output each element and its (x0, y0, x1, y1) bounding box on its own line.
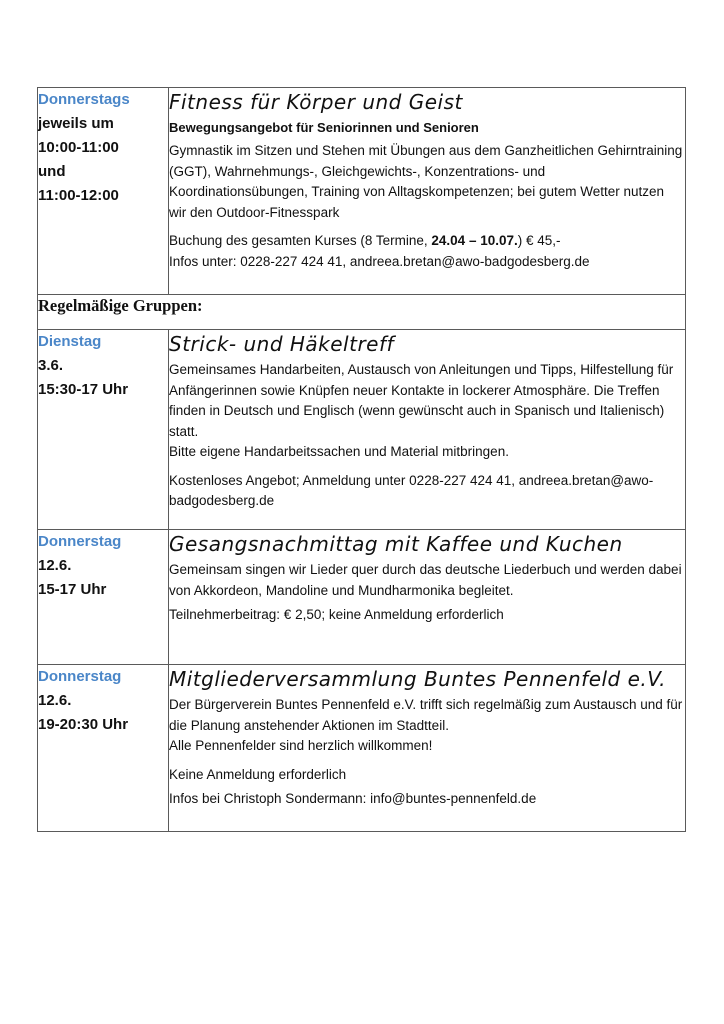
event-title: Fitness für Körper und Geist (169, 90, 463, 114)
event-date: 12.6. (38, 557, 72, 574)
event-info: Infos unter: 0228-227 424 41, andreea.bretan@awo-badgodesberg.de (169, 253, 590, 269)
event-contact: Infos bei Christoph Sondermann: info@buntes-pennenfeld.de (169, 791, 537, 806)
table-row (38, 530, 686, 665)
event-description: Der Bürgerverein Buntes Pennenfeld e.V. trifft sich regelmäßig zum Austausch und für die Planung anstehender Aktionen im Stadtteil. (169, 697, 683, 733)
table-row (38, 330, 686, 530)
event-time-line: 11:00-12:00 (38, 187, 119, 204)
event-day: Dienstag (38, 333, 102, 350)
event-time: 19-20:30 Uhr (38, 716, 129, 733)
event-note: Bitte eigene Handarbeitssachen und Material mitbringen. (169, 444, 509, 459)
event-title: Gesangsnachmittag mit Kaffee und Kuchen (169, 532, 623, 556)
event-time-line: jeweils um (38, 115, 114, 132)
event-note: Alle Pennenfelder sind herzlich willkommen! (169, 738, 433, 753)
event-time: 15:30-17 Uhr (38, 381, 129, 398)
event-day: Donnerstag (38, 533, 122, 550)
event-when-cell (38, 530, 169, 665)
event-details-cell (169, 665, 686, 832)
event-details-cell (169, 88, 686, 295)
event-day: Donnerstag (38, 668, 122, 685)
booking-dates: 24.04 – 10.07. (431, 233, 518, 248)
event-subtitle: Bewegungsangebot für Seniorinnen und Senioren (169, 120, 479, 135)
event-title: Mitgliederversammlung Buntes Pennenfeld e.V. (169, 667, 667, 691)
event-info: Keine Anmeldung erforderlich (169, 766, 347, 782)
table-row (38, 295, 686, 330)
event-time-line: 10:00-11:00 (38, 139, 119, 156)
event-when-cell (38, 330, 169, 530)
table-row (38, 88, 686, 295)
table-row (38, 665, 686, 832)
event-time-line: und (38, 163, 66, 180)
event-when-cell (38, 665, 169, 832)
event-details-cell (169, 530, 686, 665)
event-info: Teilnehmerbeitrag: € 2,50; keine Anmeldung erforderlich (169, 607, 504, 622)
event-schedule-table (37, 87, 686, 832)
event-booking (169, 231, 685, 252)
section-heading: Regelmäßige Gruppen: (38, 295, 686, 330)
event-description: Gemeinsames Handarbeiten, Austausch von Anleitungen und Tipps, Hilfestellung für Anfängerinnen sowie Knüpfen neuer Kontakte in lockerer Atmosphäre. Die Treffen finden in Deutsch und Englisch (wenn gewünscht auch in Spanisch und Italienisch) statt. (169, 362, 674, 439)
event-day: Donnerstags (38, 91, 130, 108)
event-description: Gymnastik im Sitzen und Stehen mit Übungen aus dem Ganzheitlichen Gehirntraining (GGT), Wahrnehmungs-, Gleichgewichts-, Konzentrations- und Koordinationsübungen, Training von Alltagskompetenzen; bei gutem Wetter nutzen wir den Outdoor-Fitnesspark (169, 143, 683, 220)
event-title: Strick- und Häkeltreff (169, 332, 395, 356)
event-info: Kostenloses Angebot; Anmeldung unter 0228-227 424 41, andreea.bretan@awo-badgodesberg.de (169, 472, 654, 508)
event-time: 15-17 Uhr (38, 581, 107, 598)
event-when-cell (38, 88, 169, 295)
booking-suffix: ) € 45,- (517, 233, 561, 248)
event-details-cell (169, 330, 686, 530)
event-date: 12.6. (38, 692, 72, 709)
booking-prefix: Buchung des gesamten Kurses (8 Termine, (169, 233, 432, 248)
event-date: 3.6. (38, 357, 64, 374)
event-description: Gemeinsam singen wir Lieder quer durch das deutsche Liederbuch und werden dabei von Akkordeon, Mandoline und Mundharmonika begleitet. (169, 562, 682, 598)
